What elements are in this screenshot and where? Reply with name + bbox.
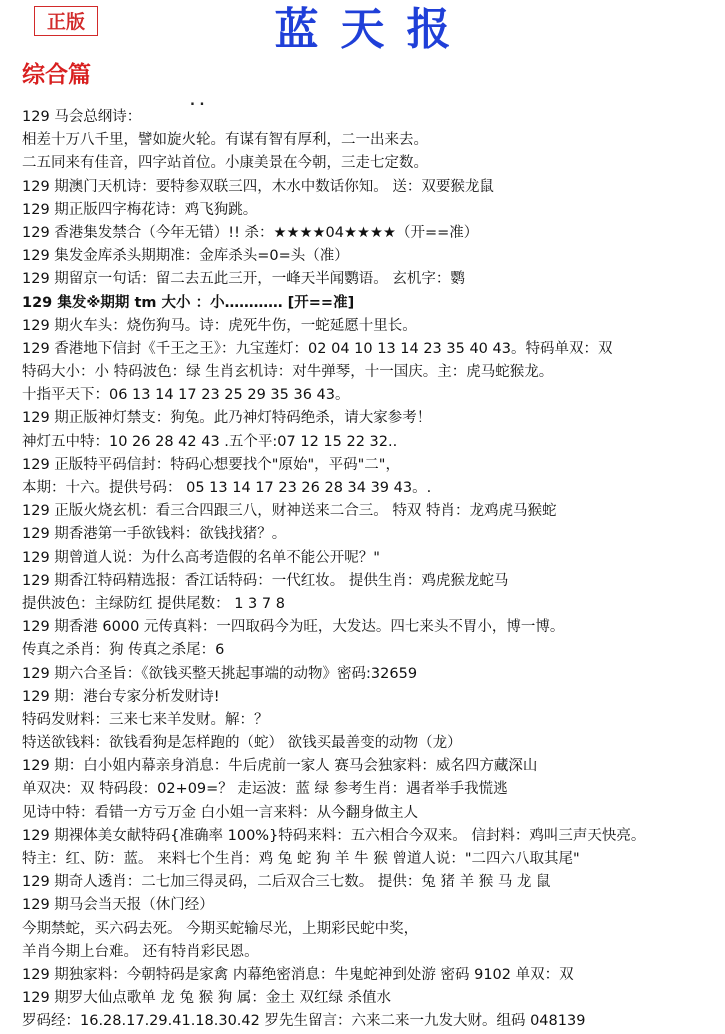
text-line: 129 期留京一句话：留二去五此三开，一峰天半闻鹦语。 玄机字：鹦	[22, 271, 465, 288]
text-line: 特主：红、防：蓝。 来料七个生肖：鸡 兔 蛇 狗 羊 牛 猴 曾道人说："二四六八取其尾"	[22, 851, 580, 867]
text-line: 129 期奇人透肖：二七加三得灵码，二后双合三七数。 提供：兔 猪 羊 猴 马 龙 鼠	[22, 874, 551, 891]
text-line: 特码发财料：三来七来羊发财。解：？	[22, 711, 269, 728]
text-line: 本期：十六。提供号码： 05 13 14 17 23 26 28 34 39 43。.	[22, 480, 432, 496]
text-line: 129 期罗大仙点歌单 龙 兔 猴 狗 属：金土 双红绿 杀值水	[22, 990, 392, 1007]
text-line: 129 期独家料：今朝特码是家禽 内幕绝密消息：牛鬼蛇神到处游 密码 9102 单双：双	[22, 966, 574, 983]
text-line: 相差十万八千里，譬如旋火轮。有谋有智有厚利，二一出来去。	[22, 132, 428, 149]
text-line: 129 期正版神灯禁支：狗兔。此乃神灯特码绝杀，请大家参考！	[22, 410, 432, 427]
article-body	[22, 106, 712, 1034]
text-line: 129 马会总纲诗：	[22, 109, 142, 125]
text-line: 129 期六合圣旨：《欲钱买整天挑起事端的动物》密码:32659	[22, 665, 418, 682]
text-line: 129 期香港第一手欲钱料：欲钱找猪？。	[22, 526, 287, 543]
text-line: 129 期香港 6000 元传真料：一四取码今为旺，大发达。四七来头不胃小，博一博。	[22, 619, 565, 636]
text-line: 129 正版火烧玄机：看三合四跟三八，财神送来二合三。 特双 特肖：龙鸡虎马猴蛇	[22, 503, 557, 520]
text-line: 129 香港集发禁合（今年无错）!! 杀：★★★★04★★★★（开==准）	[22, 224, 479, 241]
text-line: 129 期澳门天机诗：要特参双联三四，木水中数话你知。 送：双要猴龙鼠	[22, 178, 494, 195]
text-line: 羊肖今期上台难。 还有特肖彩民恩。	[22, 943, 259, 960]
text-line: 129 期火车头：烧伤狗马。诗：虎死牛伤，一蛇延愿十里长。	[22, 317, 417, 334]
text-line: 129 香港地下信封《千王之王》：九宝莲灯：02 04 10 13 14 23 35 40 43。特码单双：双	[22, 340, 613, 357]
text-line: 129 期裸体美女献特码{准确率 100%}特码来料：五六相合今双来。 信封料：鸡叫三声天快亮。	[22, 827, 646, 844]
text-line: 129 期：白小姐内幕亲身消息：牛后虎前一家人 赛马会独家料：威名四方藏深山	[22, 758, 538, 775]
text-line: 129 期香江特码精选报：香江话特码：一代红妆。 提供生肖：鸡虎猴龙蛇马	[22, 572, 509, 589]
text-line: 特码大小：小 特码波色：绿 生肖玄机诗：对牛弹琴，十一国庆。主：虎马蛇猴龙。	[22, 364, 554, 381]
text-line: 129 正版特平码信封：特码心想要找个"原始"，平码"二"，	[22, 456, 400, 473]
text-line: 神灯五中特：10 26 28 42 43 .五个平:07 12 15 22 32..	[22, 433, 398, 450]
text-line: 特送欲钱料：欲钱看狗是怎样跑的（蛇） 欲钱买最善变的动物（龙）	[22, 735, 462, 752]
text-line: 129 期马会当天报（休门经）	[22, 897, 214, 914]
text-line: 见诗中特：看错一方亏万金 白小姐一言来料：从今翻身做主人	[22, 804, 419, 821]
text-line: 二五同来有佳音，四字站首位。小康美景在今朝，三走七定数。	[22, 155, 428, 172]
section-title: 综合篇	[22, 62, 91, 88]
text-line: 罗码经：16.28.17.29.41.18.30.42 罗先生留言：六来二来一九发大财。组码 048139	[22, 1013, 586, 1030]
text-line: 单双决：双 特码段：02+09=？ 走运波：蓝 绿 参考生肖：遇者举手我慌逃	[22, 781, 508, 798]
masthead-title: 蓝天报	[274, 4, 473, 55]
text-line: 129 集发※期期 tm 大小 ：小………… [开==准]	[22, 294, 355, 311]
dots-mark: . .	[190, 94, 205, 109]
text-line: 129 期：港台专家分析发财诗!	[22, 688, 220, 705]
text-line: 129 期曾道人说：为什么高考造假的名单不能公开呢？"	[22, 549, 380, 566]
text-line: 传真之杀肖：狗 传真之杀尾：6	[22, 642, 225, 659]
text-line: 129 集发金库杀头期期准：金库杀头=0=头（准）	[22, 248, 349, 265]
edition-badge: 正版	[34, 6, 98, 36]
text-line: 今期禁蛇，买六码去死。 今期买蛇输尽光，上期彩民蛇中奖，	[22, 920, 419, 937]
text-line: 十指平天下：06 13 14 17 23 25 29 35 36 43。	[22, 387, 350, 404]
text-line: 129 期正版四字梅花诗：鸡飞狗跳。	[22, 201, 258, 218]
text-line: 提供波色：主绿防红 提供尾数： 1 3 7 8	[22, 595, 285, 612]
